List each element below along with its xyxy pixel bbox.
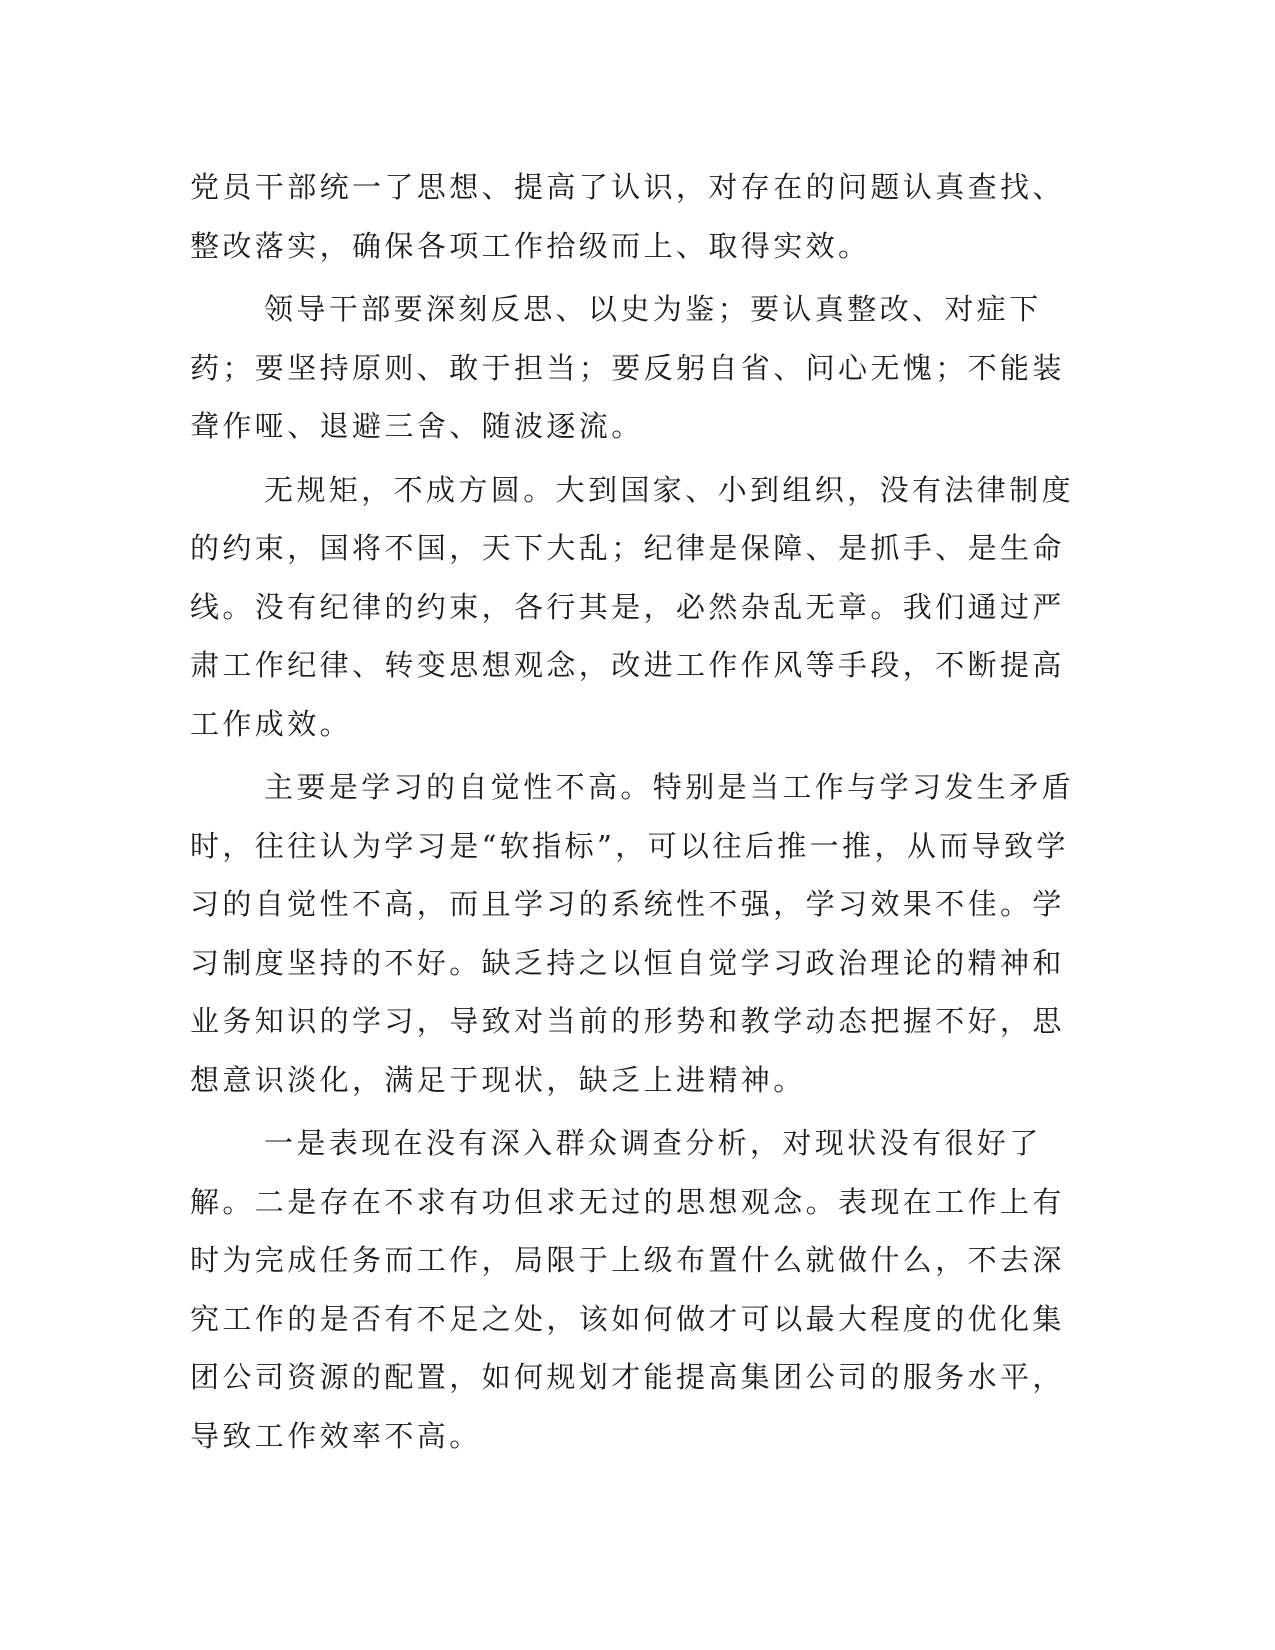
- paragraph-5: 一是表现在没有深入群众调查分析，对现状没有很好了解。二是存在不求有功但求无过的思想观念。表现在工作上有时为完成任务而工作，局限于上级布置什么就做什么，不去深究工作的是否有不足之处，该如何做才可以最大程度的优化集团公司资源的配置，如何规划才能提高集团公司的服务水平，导致工作效率不高。: [190, 1126, 1065, 1453]
- document-body: [190, 158, 1075, 1470]
- paragraph-1: 党员干部统一了思想、提高了认识，对存在的问题认真查找、整改落实，确保各项工作拾级而上、取得实效。: [190, 170, 1065, 263]
- paragraph-4: 主要是学习的自觉性不高。特别是当工作与学习发生矛盾时，往往认为学习是“软指标”，可以往后推一推，从而导致学习的自觉性不高，而且学习的系统性不强，学习效果不佳。学习制度坚持的不好。缺乏持之以恒自觉学习政治理论的精神和业务知识的学习，导致对当前的形势和教学动态把握不好，思想意识淡化，满足于现状，缺乏上进精神。: [190, 770, 1075, 1097]
- paragraph-2: 领导干部要深刻反思、以史为鉴；要认真整改、对症下药；要坚持原则、敢于担当；要反躬自省、问心无愧；不能装聋作哑、退避三舍、随波逐流。: [190, 292, 1065, 443]
- paragraph-3: 无规矩，不成方圆。大到国家、小到组织，没有法律制度的约束，国将不国，天下大乱；纪律是保障、是抓手、是生命线。没有纪律的约束，各行其是，必然杂乱无章。我们通过严肃工作纪律、转变思想观念，改进工作作风等手段，不断提高工作成效。: [190, 472, 1075, 741]
